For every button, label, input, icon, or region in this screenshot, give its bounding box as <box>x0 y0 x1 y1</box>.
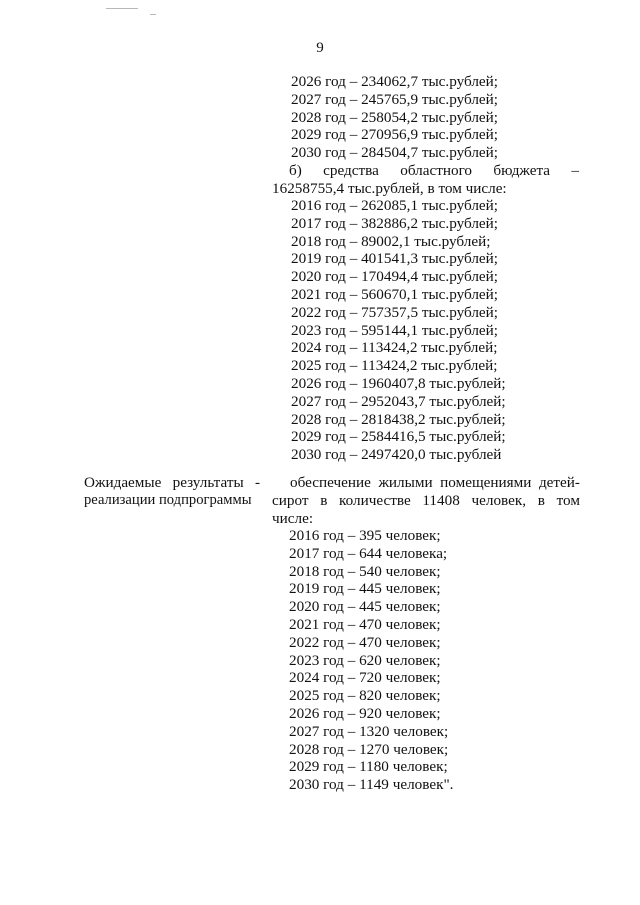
expected-results-intro <box>272 474 580 527</box>
result-year-line: 2022 год – 470 человек; <box>289 633 441 651</box>
funding-year-line: 2017 год – 382886,2 тыс.рублей; <box>291 214 499 232</box>
result-year-line: 2030 год – 1149 человек". <box>289 776 454 794</box>
funding-year-line: 2021 год – 560670,1 тыс.рублей; <box>291 285 499 303</box>
funding-year-line: 2018 год – 89002,1 тыс.рублей; <box>291 232 491 250</box>
expected-results-label <box>84 474 264 510</box>
result-year-line: 2028 год – 1270 человек; <box>289 740 449 758</box>
funding-year-line: 2028 год – 2818438,2 тыс.рублей; <box>291 410 506 428</box>
funding-year-line: 2029 год – 2584416,5 тыс.рублей; <box>291 428 506 446</box>
funding-year-line: 2025 год – 113424,2 тыс.рублей; <box>291 357 498 375</box>
heading-word: бюджета <box>493 162 551 179</box>
funding-year-line: 2027 год – 245765,9 тыс.рублей; <box>291 90 499 108</box>
result-year-line: 2029 год – 1180 человек; <box>289 758 448 776</box>
label-word: Ожидаемые <box>84 474 162 491</box>
intro-word: помещениями <box>440 474 532 491</box>
label-dash: - <box>254 474 260 491</box>
funding-year-line: 2020 год – 170494,4 тыс.рублей; <box>291 268 499 286</box>
intro-word: сирот <box>272 491 309 509</box>
intro-word: 11408 <box>422 491 460 509</box>
result-year-line: 2018 год – 540 человек; <box>289 562 441 580</box>
result-year-line: 2026 год – 920 человек; <box>289 704 441 722</box>
heading-word: областного <box>400 162 473 179</box>
heading-word: – <box>571 162 579 179</box>
expected-results-years <box>289 527 589 794</box>
label-row: реализации подпрограммы <box>84 491 252 508</box>
label-word: результаты <box>172 474 244 491</box>
funding-year-line: 2019 год – 401541,3 тыс.рублей; <box>291 250 499 268</box>
funding-year-line: 2026 год – 234062,7 тыс.рублей; <box>291 73 499 90</box>
intro-line: числе: <box>272 509 314 527</box>
result-year-line: 2021 год – 470 человек; <box>289 615 441 633</box>
intro-line <box>272 492 580 510</box>
funding-year-line: 2027 год – 2952043,7 тыс.рублей; <box>291 392 506 410</box>
regional-budget-years <box>291 197 591 464</box>
funding-year-line: 2023 год – 595144,1 тыс.рублей; <box>291 321 499 339</box>
intro-word: обеспечение <box>290 474 371 491</box>
result-year-line: 2019 год – 445 человек; <box>289 580 441 598</box>
intro-word: в <box>320 491 328 509</box>
funding-year-line: 2029 год – 270956,9 тыс.рублей; <box>291 126 499 144</box>
label-row <box>84 474 260 492</box>
intro-word: количестве <box>339 491 411 509</box>
result-year-line: 2023 год – 620 человек; <box>289 651 441 669</box>
result-year-line: 2020 год – 445 человек; <box>289 598 441 616</box>
intro-line <box>272 474 580 492</box>
regional-budget-heading <box>289 162 579 180</box>
heading-word: б) <box>289 162 302 179</box>
result-year-line: 2017 год – 644 человека; <box>289 544 448 562</box>
scan-mark <box>150 14 156 15</box>
result-year-line: 2027 год – 1320 человек; <box>289 722 449 740</box>
result-year-line: 2025 год – 820 человек; <box>289 687 441 705</box>
funding-year-line: 2030 год – 284504,7 тыс.рублей; <box>291 144 499 162</box>
intro-word: детей- <box>538 474 580 491</box>
intro-word: человек, <box>471 491 527 509</box>
funding-year-line: 2022 год – 757357,5 тыс.рублей; <box>291 303 499 321</box>
funding-year-line: 2026 год – 1960407,8 тыс.рублей; <box>291 374 506 392</box>
regional-budget-total: 16258755,4 тыс.рублей, в том числе: <box>272 180 507 197</box>
heading-word: средства <box>323 162 379 179</box>
funding-year-line: 2030 год – 2497420,0 тыс.рублей <box>291 446 502 464</box>
funding-year-line: 2024 год – 113424,2 тыс.рублей; <box>291 339 498 357</box>
funding-year-line: 2028 год – 258054,2 тыс.рублей; <box>291 108 499 126</box>
intro-word: в <box>537 491 545 509</box>
result-year-line: 2016 год – 395 человек; <box>289 527 441 544</box>
funding-year-line: 2016 год – 262085,1 тыс.рублей; <box>291 197 499 214</box>
intro-word: том <box>556 491 580 509</box>
scan-mark <box>106 8 138 9</box>
intro-word: жилыми <box>378 474 433 491</box>
page-number: 9 <box>316 40 324 56</box>
funding-years-upper <box>291 73 591 162</box>
result-year-line: 2024 год – 720 человек; <box>289 669 441 687</box>
